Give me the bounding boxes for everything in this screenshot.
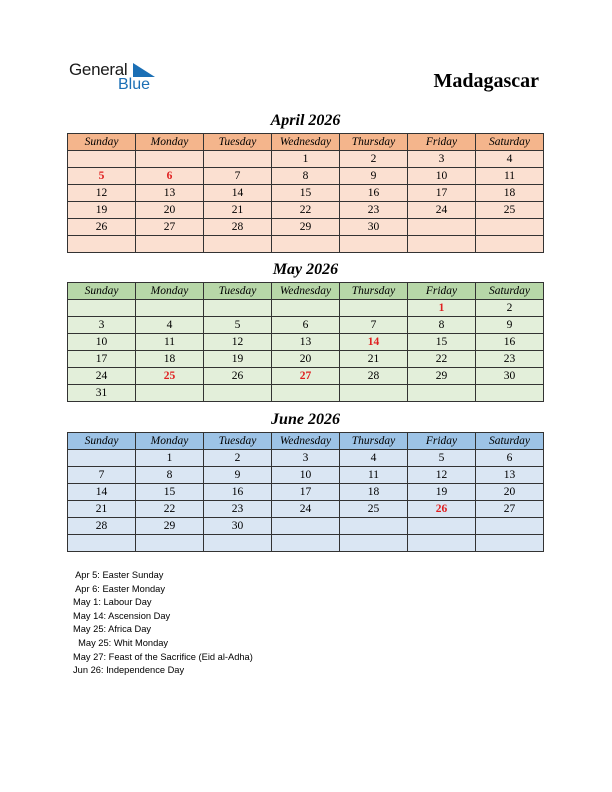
- empty-day-cell: [68, 450, 136, 467]
- holiday-item: May 1: Labour Day: [73, 597, 152, 608]
- weekday-header: Wednesday: [272, 283, 340, 300]
- weekday-header: Friday: [408, 433, 476, 450]
- day-cell: 3: [68, 317, 136, 334]
- empty-day-cell: [136, 300, 204, 317]
- holiday-item: May 14: Ascension Day: [73, 610, 171, 621]
- day-cell: 8: [136, 467, 204, 484]
- empty-day-cell: [408, 219, 476, 236]
- weekday-header: Saturday: [476, 283, 544, 300]
- day-cell: 13: [136, 185, 204, 202]
- weekday-header: Thursday: [340, 134, 408, 151]
- day-cell: 25: [136, 368, 204, 385]
- weekday-header-row: [68, 134, 544, 151]
- day-cell: 11: [476, 168, 544, 185]
- calendar-may: [67, 282, 544, 402]
- empty-day-cell: [476, 236, 544, 253]
- day-cell: 17: [68, 351, 136, 368]
- weekday-header: Saturday: [476, 433, 544, 450]
- week-row: [68, 467, 544, 484]
- weekday-header: Friday: [408, 283, 476, 300]
- weekday-header: Sunday: [68, 433, 136, 450]
- weekday-header: Sunday: [68, 134, 136, 151]
- day-cell: 7: [204, 168, 272, 185]
- day-cell: 10: [408, 168, 476, 185]
- empty-day-cell: [408, 535, 476, 552]
- weekday-header: Wednesday: [272, 433, 340, 450]
- day-cell: 2: [476, 300, 544, 317]
- day-cell: 9: [476, 317, 544, 334]
- week-row: [68, 351, 544, 368]
- brand-word-general: General: [69, 60, 128, 79]
- empty-day-cell: [272, 385, 340, 402]
- day-cell: 3: [408, 151, 476, 168]
- empty-day-cell: [204, 300, 272, 317]
- empty-day-cell: [476, 219, 544, 236]
- day-cell: 1: [408, 300, 476, 317]
- day-cell: 15: [408, 334, 476, 351]
- week-row: [68, 518, 544, 535]
- day-cell: 6: [272, 317, 340, 334]
- day-cell: 28: [204, 219, 272, 236]
- brand-triangle-icon: [133, 63, 155, 77]
- empty-day-cell: [340, 236, 408, 253]
- brand-word-blue: Blue: [118, 76, 151, 93]
- day-cell: 24: [408, 202, 476, 219]
- week-row: [68, 450, 544, 467]
- day-cell: 8: [272, 168, 340, 185]
- day-cell: 27: [476, 501, 544, 518]
- day-cell: 12: [408, 467, 476, 484]
- day-cell: 14: [340, 334, 408, 351]
- day-cell: 5: [408, 450, 476, 467]
- day-cell: 24: [68, 368, 136, 385]
- day-cell: 5: [68, 168, 136, 185]
- holiday-item: Apr 6: Easter Monday: [73, 583, 165, 594]
- day-cell: 31: [68, 385, 136, 402]
- week-row: [68, 535, 544, 552]
- day-cell: 26: [204, 368, 272, 385]
- week-row: [68, 368, 544, 385]
- empty-day-cell: [340, 518, 408, 535]
- day-cell: 10: [68, 334, 136, 351]
- day-cell: 30: [340, 219, 408, 236]
- day-cell: 7: [340, 317, 408, 334]
- month-title-april: April 2026: [270, 112, 341, 129]
- holiday-item: May 25: Whit Monday: [73, 637, 169, 648]
- day-cell: 16: [340, 185, 408, 202]
- day-cell: 1: [272, 151, 340, 168]
- weekday-header-row: [68, 433, 544, 450]
- holiday-item: May 25: Africa Day: [73, 624, 152, 635]
- day-cell: 19: [204, 351, 272, 368]
- day-cell: 23: [204, 501, 272, 518]
- day-cell: 19: [408, 484, 476, 501]
- day-cell: 4: [136, 317, 204, 334]
- week-row: [68, 151, 544, 168]
- week-row: [68, 385, 544, 402]
- day-cell: 4: [340, 450, 408, 467]
- holiday-item: Apr 5: Easter Sunday: [73, 570, 164, 580]
- brand-logo: [69, 60, 159, 96]
- weekday-header: Thursday: [340, 283, 408, 300]
- weekday-header: Tuesday: [204, 283, 272, 300]
- empty-day-cell: [476, 535, 544, 552]
- day-cell: 17: [272, 484, 340, 501]
- empty-day-cell: [272, 300, 340, 317]
- empty-day-cell: [340, 535, 408, 552]
- day-cell: 23: [340, 202, 408, 219]
- empty-day-cell: [476, 518, 544, 535]
- week-row: [68, 168, 544, 185]
- day-cell: 2: [204, 450, 272, 467]
- empty-day-cell: [340, 385, 408, 402]
- day-cell: 23: [476, 351, 544, 368]
- empty-day-cell: [408, 236, 476, 253]
- day-cell: 15: [272, 185, 340, 202]
- week-row: [68, 236, 544, 253]
- day-cell: 17: [408, 185, 476, 202]
- day-cell: 18: [340, 484, 408, 501]
- day-cell: 19: [68, 202, 136, 219]
- day-cell: 20: [136, 202, 204, 219]
- empty-day-cell: [204, 151, 272, 168]
- week-row: [68, 501, 544, 518]
- empty-day-cell: [272, 535, 340, 552]
- day-cell: 14: [204, 185, 272, 202]
- empty-day-cell: [136, 236, 204, 253]
- day-cell: 20: [272, 351, 340, 368]
- day-cell: 21: [340, 351, 408, 368]
- day-cell: 13: [476, 467, 544, 484]
- weekday-header: Monday: [136, 283, 204, 300]
- day-cell: 22: [272, 202, 340, 219]
- day-cell: 11: [340, 467, 408, 484]
- empty-day-cell: [68, 300, 136, 317]
- weekday-header: Friday: [408, 134, 476, 151]
- day-cell: 9: [204, 467, 272, 484]
- weekday-header: Monday: [136, 433, 204, 450]
- day-cell: 1: [136, 450, 204, 467]
- day-cell: 14: [68, 484, 136, 501]
- day-cell: 13: [272, 334, 340, 351]
- weekday-header: Wednesday: [272, 134, 340, 151]
- empty-day-cell: [136, 385, 204, 402]
- day-cell: 16: [476, 334, 544, 351]
- day-cell: 4: [476, 151, 544, 168]
- weekday-header: Saturday: [476, 134, 544, 151]
- day-cell: 30: [476, 368, 544, 385]
- holiday-list: [73, 569, 253, 678]
- day-cell: 27: [136, 219, 204, 236]
- empty-day-cell: [68, 535, 136, 552]
- holiday-item: Jun 26: Independence Day: [73, 665, 185, 676]
- day-cell: 6: [136, 168, 204, 185]
- week-row: [68, 202, 544, 219]
- day-cell: 18: [136, 351, 204, 368]
- empty-day-cell: [204, 385, 272, 402]
- weekday-header: Tuesday: [204, 433, 272, 450]
- day-cell: 28: [340, 368, 408, 385]
- day-cell: 22: [408, 351, 476, 368]
- week-row: [68, 317, 544, 334]
- empty-day-cell: [408, 518, 476, 535]
- day-cell: 11: [136, 334, 204, 351]
- day-cell: 12: [68, 185, 136, 202]
- day-cell: 16: [204, 484, 272, 501]
- weekday-header: Monday: [136, 134, 204, 151]
- weekday-header: Sunday: [68, 283, 136, 300]
- holiday-item: May 27: Feast of the Sacrifice (Eid al-Adha): [73, 651, 253, 662]
- day-cell: 21: [204, 202, 272, 219]
- day-cell: 29: [408, 368, 476, 385]
- day-cell: 28: [68, 518, 136, 535]
- day-cell: 20: [476, 484, 544, 501]
- empty-day-cell: [136, 535, 204, 552]
- week-row: [68, 185, 544, 202]
- empty-day-cell: [68, 151, 136, 168]
- week-row: [68, 484, 544, 501]
- month-title-june: June 2026: [271, 411, 340, 428]
- weekday-header: Thursday: [340, 433, 408, 450]
- day-cell: 6: [476, 450, 544, 467]
- day-cell: 15: [136, 484, 204, 501]
- week-row: [68, 219, 544, 236]
- month-title-may: May 2026: [272, 261, 339, 278]
- empty-day-cell: [204, 236, 272, 253]
- empty-day-cell: [340, 300, 408, 317]
- empty-day-cell: [136, 151, 204, 168]
- empty-day-cell: [408, 385, 476, 402]
- day-cell: 5: [204, 317, 272, 334]
- weekday-header: Tuesday: [204, 134, 272, 151]
- day-cell: 3: [272, 450, 340, 467]
- weekday-header-row: [68, 283, 544, 300]
- day-cell: 29: [272, 219, 340, 236]
- country-title: Madagascar: [433, 70, 539, 92]
- empty-day-cell: [272, 518, 340, 535]
- day-cell: 29: [136, 518, 204, 535]
- empty-day-cell: [68, 236, 136, 253]
- week-row: [68, 334, 544, 351]
- day-cell: 2: [340, 151, 408, 168]
- day-cell: 27: [272, 368, 340, 385]
- day-cell: 26: [408, 501, 476, 518]
- week-row: [68, 300, 544, 317]
- day-cell: 25: [476, 202, 544, 219]
- day-cell: 26: [68, 219, 136, 236]
- day-cell: 12: [204, 334, 272, 351]
- calendar-april: [67, 133, 544, 253]
- calendar-june: [67, 432, 544, 552]
- empty-day-cell: [204, 535, 272, 552]
- day-cell: 10: [272, 467, 340, 484]
- empty-day-cell: [272, 236, 340, 253]
- day-cell: 21: [68, 501, 136, 518]
- day-cell: 8: [408, 317, 476, 334]
- day-cell: 22: [136, 501, 204, 518]
- day-cell: 18: [476, 185, 544, 202]
- day-cell: 7: [68, 467, 136, 484]
- day-cell: 30: [204, 518, 272, 535]
- empty-day-cell: [476, 385, 544, 402]
- day-cell: 9: [340, 168, 408, 185]
- day-cell: 24: [272, 501, 340, 518]
- day-cell: 25: [340, 501, 408, 518]
